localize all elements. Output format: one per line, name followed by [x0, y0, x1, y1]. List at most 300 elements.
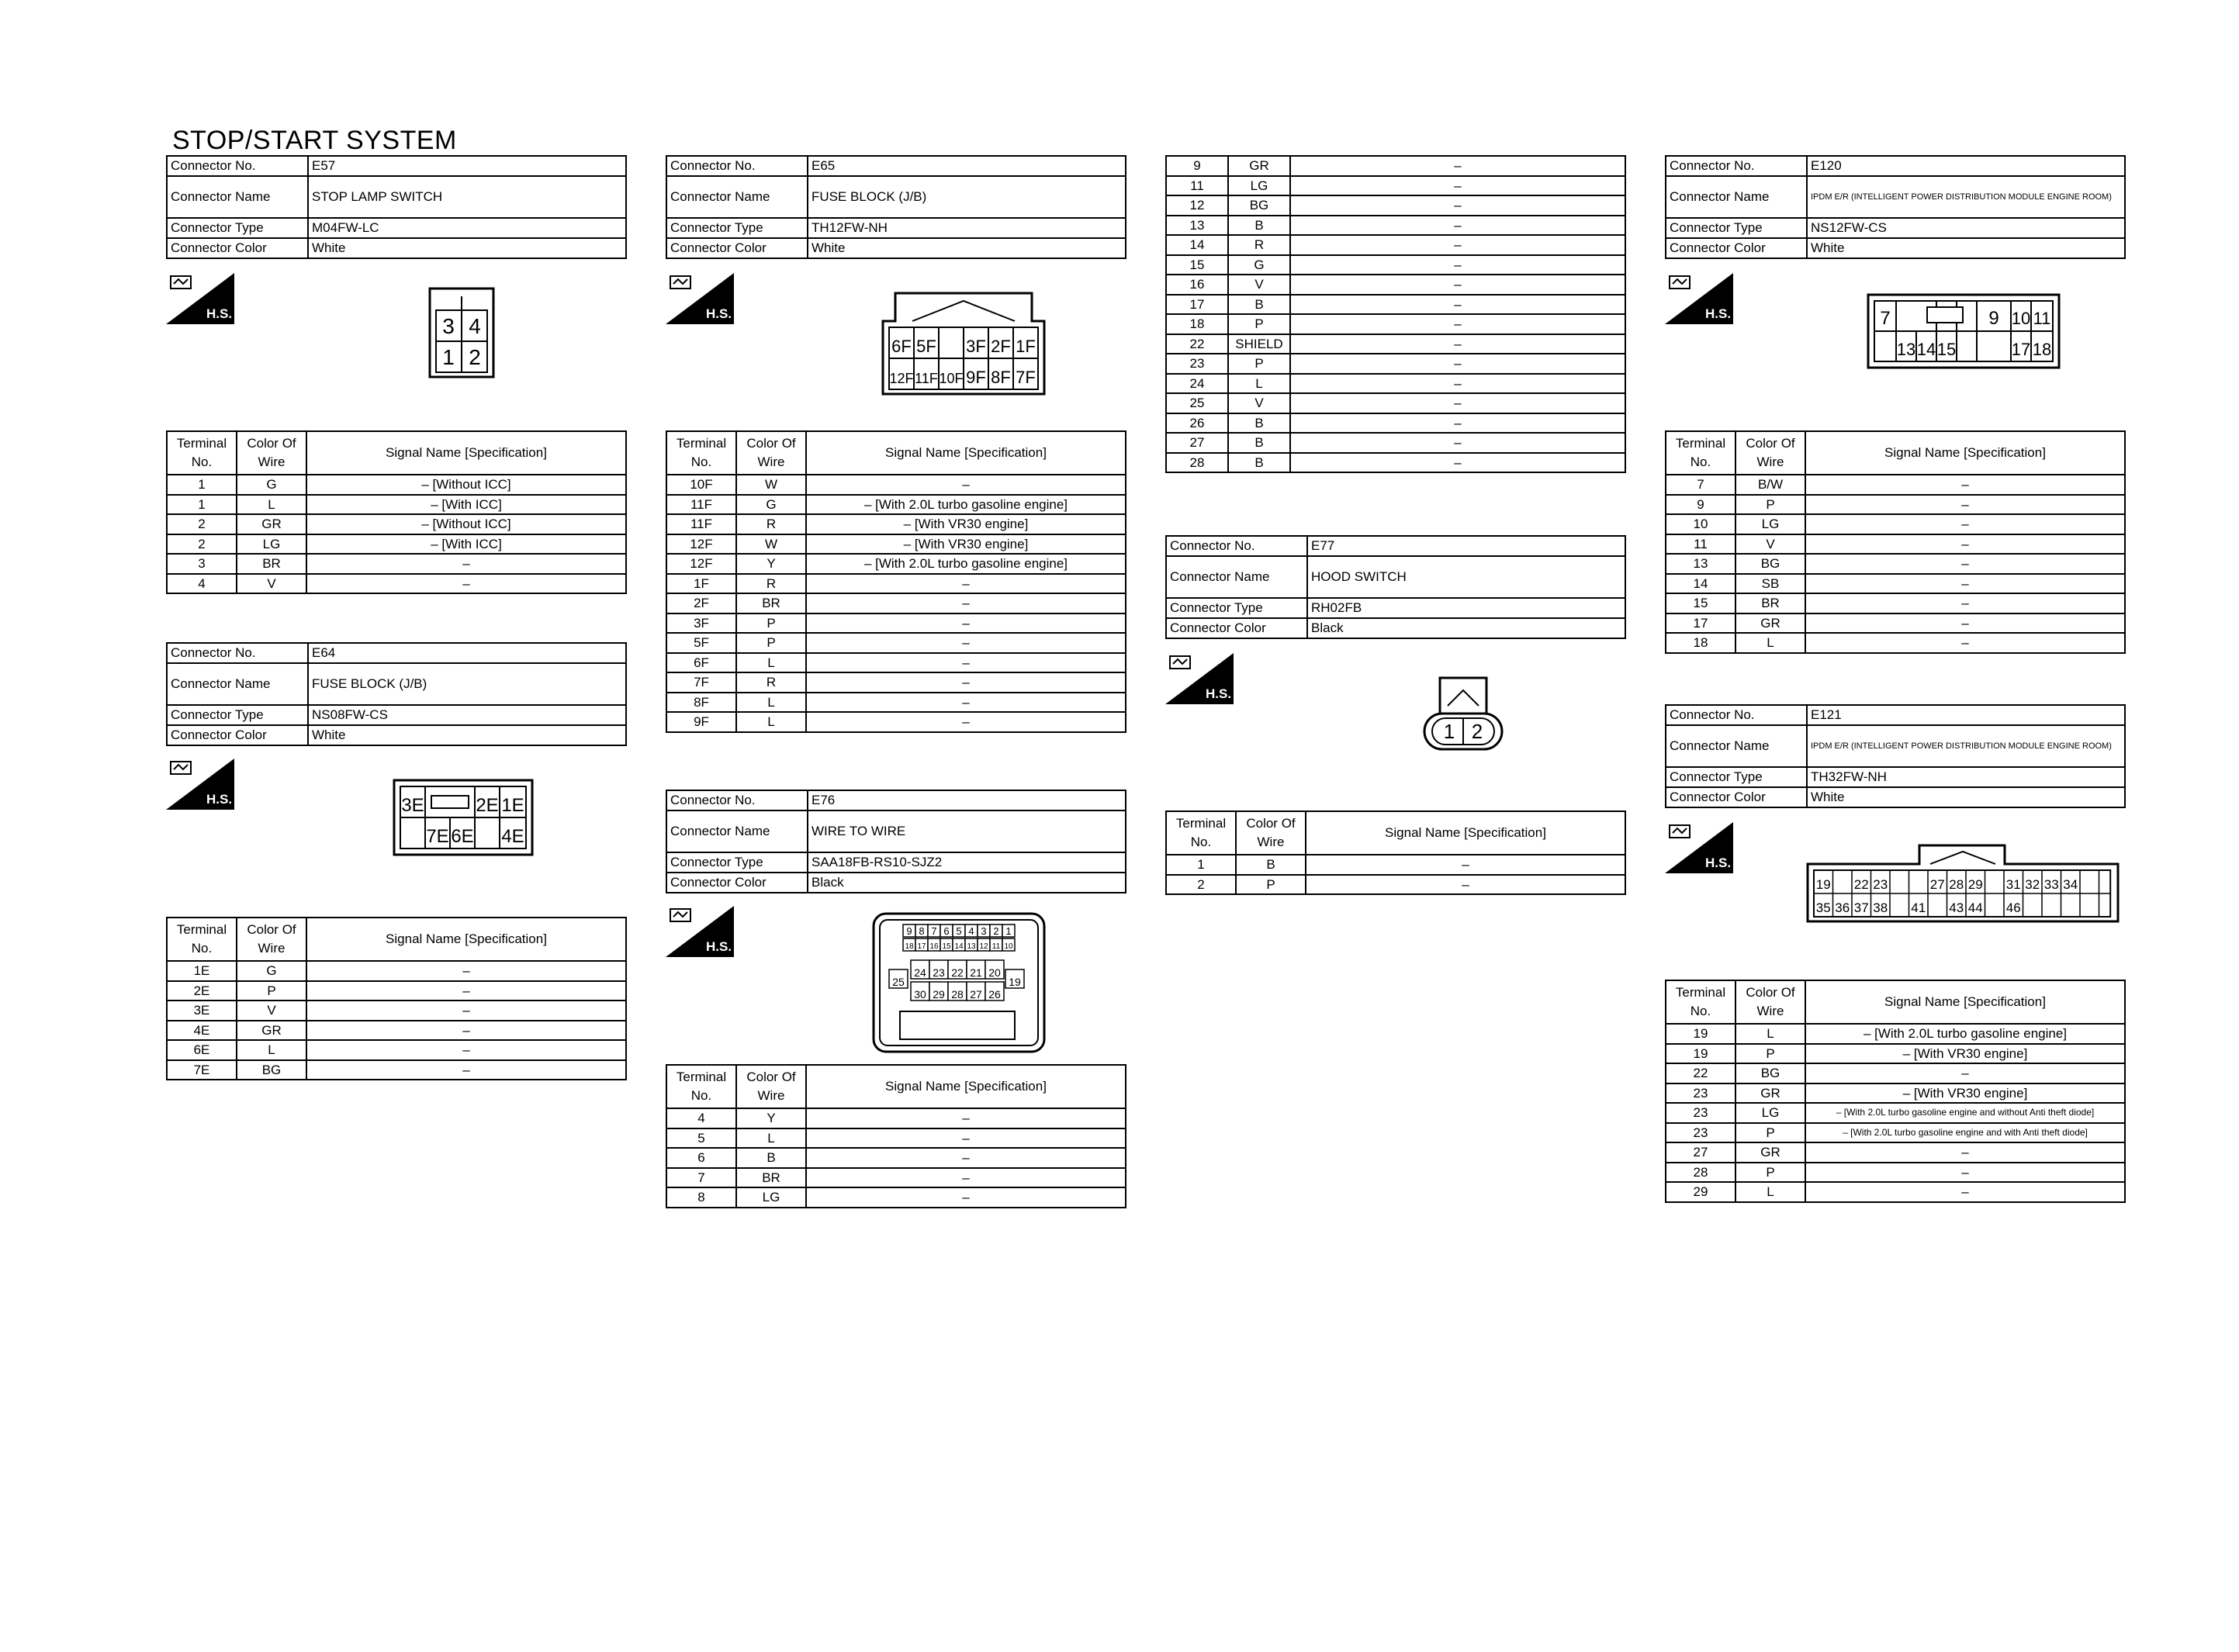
- pin-label: 15: [1936, 340, 1957, 359]
- terminal-row: [1666, 613, 2125, 634]
- terminal-row: [1166, 453, 1625, 473]
- terminal-row: [666, 554, 1126, 574]
- signal-name-cell: –: [806, 613, 1126, 634]
- connector-color-value: White: [308, 725, 626, 745]
- connector-no-value: E76: [808, 790, 1126, 810]
- label-connector-name: Connector Name: [167, 176, 308, 218]
- signal-name-cell: –: [1805, 1142, 2125, 1163]
- terminal-row: [1666, 1103, 2125, 1123]
- terminal-no-cell: 16: [1166, 275, 1228, 295]
- terminal-no-cell: 4E: [167, 1021, 237, 1041]
- terminal-row: [1166, 216, 1625, 236]
- connector-no-value: E120: [1807, 156, 2125, 176]
- terminal-table-e77: [1165, 810, 1626, 895]
- terminal-row: [666, 1128, 1126, 1149]
- pin-label: 19: [1009, 976, 1021, 988]
- terminal-no-cell: 27: [1166, 433, 1228, 453]
- terminal-row: [167, 475, 626, 495]
- wire-color-cell: B: [1228, 295, 1290, 315]
- pin-label: 29: [1967, 877, 1983, 892]
- connector-face-e121: [1806, 844, 2120, 923]
- wire-color-cell: BG: [1735, 554, 1805, 574]
- pin-label: 4: [968, 925, 974, 937]
- signal-name-cell: –: [806, 593, 1126, 613]
- label-connector-type: Connector Type: [666, 218, 808, 238]
- terminal-row: [1166, 235, 1625, 255]
- pin-label: 46: [2005, 900, 2021, 915]
- terminal-no-cell: 2F: [666, 593, 736, 613]
- signal-name-cell: – [With ICC]: [306, 534, 626, 555]
- label-connector-no: Connector No.: [666, 790, 808, 810]
- signal-name-cell: –: [806, 712, 1126, 732]
- wire-color-cell: R: [736, 574, 806, 594]
- terminal-no-cell: 17: [1166, 295, 1228, 315]
- label-connector-color: Connector Color: [666, 873, 808, 893]
- col-color-of-wire: Color Of Wire: [1735, 431, 1805, 475]
- pin-label: 2F: [991, 337, 1011, 356]
- wire-color-cell: GR: [237, 514, 306, 534]
- terminal-no-cell: 11F: [666, 514, 736, 534]
- wire-color-cell: B/W: [1735, 475, 1805, 495]
- terminal-no-cell: 23: [1666, 1103, 1735, 1123]
- label-connector-no: Connector No.: [167, 156, 308, 176]
- signal-name-cell: –: [1290, 195, 1625, 216]
- col-signal-name: Signal Name [Specification]: [306, 918, 626, 961]
- label-connector-no: Connector No.: [167, 643, 308, 663]
- terminal-row: [1666, 633, 2125, 653]
- signal-name-cell: – [With ICC]: [306, 495, 626, 515]
- connector-color-value: Black: [1307, 618, 1625, 638]
- connector-e121: [1665, 704, 2126, 808]
- terminal-row: [1666, 475, 2125, 495]
- pin-label: 8: [919, 925, 925, 937]
- connector-color-value: White: [808, 238, 1126, 258]
- connector-color-value: Black: [808, 873, 1126, 893]
- pin-label: 38: [1873, 900, 1888, 915]
- wire-color-cell: LG: [1735, 1103, 1805, 1123]
- wire-color-cell: W: [736, 475, 806, 495]
- terminal-row: [1166, 393, 1625, 413]
- harness-side-icon: [1165, 653, 1234, 706]
- terminal-row: [1166, 433, 1625, 453]
- pin-label: 7: [1880, 308, 1891, 329]
- terminal-no-cell: 29: [1666, 1182, 1735, 1202]
- pin-label: 12: [979, 942, 988, 951]
- pin-label: 36: [1835, 900, 1850, 915]
- pin-label: 17: [917, 942, 926, 951]
- connector-type-value: NS08FW-CS: [308, 705, 626, 725]
- signal-name-cell: –: [306, 1001, 626, 1021]
- col-color-of-wire: Color Of Wire: [237, 918, 306, 961]
- wire-color-cell: BG: [1228, 195, 1290, 216]
- hs-label: H.S.: [206, 306, 233, 321]
- terminal-table-e76-continued: [1165, 155, 1626, 473]
- wire-color-cell: R: [1228, 235, 1290, 255]
- connector-info-table: [666, 790, 1126, 893]
- terminal-row: [1166, 156, 1625, 176]
- terminal-row: [1666, 534, 2125, 555]
- pin-label: 44: [1967, 900, 1983, 915]
- label-connector-name: Connector Name: [1666, 176, 1807, 218]
- wire-color-cell: P: [1735, 495, 1805, 515]
- signal-name-cell: –: [1290, 156, 1625, 176]
- terminal-row: [167, 981, 626, 1001]
- terminal-no-cell: 13: [1166, 216, 1228, 236]
- terminal-row: [666, 613, 1126, 634]
- terminal-no-cell: 4: [167, 574, 237, 594]
- signal-name-cell: – [With 2.0L turbo gasoline engine and without Anti theft diode]: [1805, 1103, 2125, 1123]
- pin-label: 6: [943, 925, 950, 937]
- terminal-no-cell: 28: [1166, 453, 1228, 473]
- pin-label: 2: [993, 925, 999, 937]
- terminal-no-cell: 2: [1166, 875, 1236, 895]
- pin-label: 7: [931, 925, 937, 937]
- col-signal-name: Signal Name [Specification]: [806, 1065, 1126, 1108]
- pin-label: 20: [988, 966, 1001, 979]
- signal-name-cell: –: [1290, 354, 1625, 374]
- signal-name-cell: –: [1805, 613, 2125, 634]
- connector-no-value: E64: [308, 643, 626, 663]
- terminal-no-cell: 26: [1166, 413, 1228, 434]
- terminal-row: [167, 1021, 626, 1041]
- connector-no-value: E121: [1807, 705, 2125, 725]
- wire-color-cell: V: [237, 574, 306, 594]
- label-connector-color: Connector Color: [1666, 238, 1807, 258]
- col-terminal-no: Terminal No.: [666, 1065, 736, 1108]
- signal-name-cell: –: [1306, 875, 1625, 895]
- wire-color-cell: P: [736, 613, 806, 634]
- signal-name-cell: – [With VR30 engine]: [806, 514, 1126, 534]
- wire-color-cell: V: [1735, 534, 1805, 555]
- terminal-no-cell: 10F: [666, 475, 736, 495]
- col-terminal-no: Terminal No.: [1666, 431, 1735, 475]
- connector-type-value: M04FW-LC: [308, 218, 626, 238]
- signal-name-cell: –: [806, 475, 1126, 495]
- terminal-no-cell: 9: [1166, 156, 1228, 176]
- wire-color-cell: L: [736, 1128, 806, 1149]
- connector-name-value: IPDM E/R (INTELLIGENT POWER DISTRIBUTION MODULE ENGINE ROOM): [1807, 176, 2125, 218]
- terminal-no-cell: 7F: [666, 672, 736, 693]
- terminal-no-cell: 12F: [666, 554, 736, 574]
- connector-no-value: E65: [808, 156, 1126, 176]
- terminal-no-cell: 6E: [167, 1040, 237, 1060]
- connector-type-value: RH02FB: [1307, 598, 1625, 618]
- wire-color-cell: BR: [237, 554, 306, 574]
- terminal-row: [167, 514, 626, 534]
- pin-label: 6F: [891, 337, 912, 356]
- pin-label: 14: [1916, 340, 1936, 359]
- signal-name-cell: –: [1805, 534, 2125, 555]
- pin-label: 10F: [939, 371, 964, 386]
- signal-name-cell: –: [306, 1040, 626, 1060]
- label-connector-type: Connector Type: [1166, 598, 1307, 618]
- pin-label: 3F: [966, 337, 986, 356]
- terminal-row: [1166, 413, 1625, 434]
- pin-label: 21: [970, 966, 982, 979]
- pin-label: 37: [1853, 900, 1869, 915]
- terminal-no-cell: 5F: [666, 633, 736, 653]
- wire-color-cell: L: [1735, 633, 1805, 653]
- wire-color-cell: L: [1228, 374, 1290, 394]
- connector-info-table: [1165, 535, 1626, 639]
- wire-color-cell: B: [1228, 216, 1290, 236]
- terminal-no-cell: 3E: [167, 1001, 237, 1021]
- pin-label: 28: [951, 988, 964, 1001]
- terminal-no-cell: 10: [1666, 514, 1735, 534]
- wire-color-cell: G: [237, 475, 306, 495]
- pin-label: 4: [469, 314, 481, 338]
- col-terminal-no: Terminal No.: [1666, 980, 1735, 1024]
- pin-label: 9F: [966, 368, 986, 387]
- signal-name-cell: – [With 2.0L turbo gasoline engine]: [806, 554, 1126, 574]
- terminal-row: [666, 1108, 1126, 1128]
- label-connector-name: Connector Name: [666, 810, 808, 852]
- connector-color-value: White: [1807, 238, 2125, 258]
- pin-label: 1: [1005, 925, 1012, 937]
- connector-e120: [1665, 155, 2126, 259]
- terminal-no-cell: 3F: [666, 613, 736, 634]
- signal-name-cell: –: [1805, 475, 2125, 495]
- label-connector-color: Connector Color: [167, 725, 308, 745]
- terminal-no-cell: 1: [167, 475, 237, 495]
- terminal-row: [1666, 1063, 2125, 1083]
- terminal-row: [1666, 1083, 2125, 1104]
- connector-info-table: [666, 155, 1126, 259]
- label-connector-type: Connector Type: [1666, 767, 1807, 787]
- pin-label: 28: [1949, 877, 1964, 892]
- terminal-row: [666, 495, 1126, 515]
- col-color-of-wire: Color Of Wire: [237, 431, 306, 475]
- wire-color-cell: P: [1735, 1044, 1805, 1064]
- signal-name-cell: –: [306, 1021, 626, 1041]
- label-connector-type: Connector Type: [1666, 218, 1807, 238]
- label-connector-name: Connector Name: [666, 176, 808, 218]
- terminal-table-e64: [166, 917, 627, 1080]
- terminal-no-cell: 1: [1166, 855, 1236, 875]
- pin-label: 35: [1815, 900, 1831, 915]
- terminal-no-cell: 22: [1166, 334, 1228, 354]
- signal-name-cell: –: [1805, 1163, 2125, 1183]
- terminal-row: [666, 672, 1126, 693]
- pin-label: 7E: [426, 826, 449, 847]
- signal-name-cell: –: [806, 1168, 1126, 1188]
- terminal-row: [167, 554, 626, 574]
- pin-label: 12F: [889, 371, 914, 386]
- signal-name-cell: –: [1805, 1182, 2125, 1202]
- terminal-no-cell: 12: [1166, 195, 1228, 216]
- terminal-row: [167, 1060, 626, 1080]
- pin-label: 23: [933, 966, 945, 979]
- wire-color-cell: GR: [1735, 613, 1805, 634]
- terminal-no-cell: 27: [1666, 1142, 1735, 1163]
- terminal-no-cell: 13: [1666, 554, 1735, 574]
- wire-color-cell: LG: [237, 534, 306, 555]
- pin-label: 3: [442, 314, 455, 338]
- pin-label: 1: [442, 345, 455, 369]
- signal-name-cell: –: [1805, 495, 2125, 515]
- wire-color-cell: Y: [736, 554, 806, 574]
- terminal-no-cell: 6: [666, 1148, 736, 1168]
- signal-name-cell: –: [806, 693, 1126, 713]
- terminal-no-cell: 19: [1666, 1044, 1735, 1064]
- terminal-row: [167, 961, 626, 981]
- connector-name-value: FUSE BLOCK (J/B): [308, 663, 626, 705]
- signal-name-cell: –: [1290, 235, 1625, 255]
- pin-label: 26: [988, 988, 1001, 1001]
- pin-label: 9: [906, 925, 912, 937]
- hs-label: H.S.: [206, 792, 233, 807]
- pin-label: 33: [2043, 877, 2059, 892]
- terminal-no-cell: 2E: [167, 981, 237, 1001]
- connector-name-value: IPDM E/R (INTELLIGENT POWER DISTRIBUTION MODULE ENGINE ROOM): [1807, 725, 2125, 767]
- col-terminal-no: Terminal No.: [666, 431, 736, 475]
- label-connector-type: Connector Type: [167, 218, 308, 238]
- pin-label: 16: [929, 942, 939, 951]
- pin-label: 23: [1873, 877, 1888, 892]
- wire-color-cell: B: [736, 1148, 806, 1168]
- signal-name-cell: –: [1805, 554, 2125, 574]
- wire-color-cell: G: [736, 495, 806, 515]
- terminal-no-cell: 11F: [666, 495, 736, 515]
- terminal-row: [1166, 275, 1625, 295]
- terminal-row: [666, 1187, 1126, 1208]
- terminal-row: [1666, 554, 2125, 574]
- harness-side-icon: [166, 273, 234, 326]
- col-signal-name: Signal Name [Specification]: [806, 431, 1126, 475]
- terminal-no-cell: 24: [1166, 374, 1228, 394]
- terminal-row: [666, 653, 1126, 673]
- terminal-table-e76: [666, 1064, 1126, 1208]
- pin-label: 22: [1853, 877, 1869, 892]
- pin-label: 22: [951, 966, 964, 979]
- pin-label: 17: [2011, 340, 2031, 359]
- pin-label: 15: [942, 942, 951, 951]
- wire-color-cell: P: [237, 981, 306, 1001]
- connector-face-e64: [393, 779, 534, 856]
- pin-label: 41: [1911, 900, 1926, 915]
- wire-color-cell: P: [1236, 875, 1306, 895]
- pin-label: 27: [970, 988, 982, 1001]
- terminal-no-cell: 23: [1666, 1123, 1735, 1143]
- label-connector-name: Connector Name: [1666, 725, 1807, 767]
- wire-color-cell: P: [736, 633, 806, 653]
- terminal-no-cell: 9: [1666, 495, 1735, 515]
- wire-color-cell: P: [1735, 1163, 1805, 1183]
- terminal-row: [666, 534, 1126, 555]
- label-connector-no: Connector No.: [1666, 705, 1807, 725]
- terminal-row: [1666, 1182, 2125, 1202]
- wire-color-cell: L: [736, 712, 806, 732]
- wire-color-cell: BG: [1735, 1063, 1805, 1083]
- terminal-row: [167, 495, 626, 515]
- hs-label: H.S.: [1705, 855, 1732, 870]
- terminal-row: [1166, 855, 1625, 875]
- terminal-row: [1166, 314, 1625, 334]
- hs-label: H.S.: [1705, 306, 1732, 321]
- col-color-of-wire: Color Of Wire: [1236, 811, 1306, 855]
- wire-color-cell: L: [237, 1040, 306, 1060]
- signal-name-cell: – [With VR30 engine]: [1805, 1044, 2125, 1064]
- terminal-no-cell: 17: [1666, 613, 1735, 634]
- terminal-row: [1166, 875, 1625, 895]
- pin-label: 32: [2025, 877, 2040, 892]
- terminal-row: [666, 475, 1126, 495]
- col-signal-name: Signal Name [Specification]: [1805, 431, 2125, 475]
- terminal-row: [1166, 354, 1625, 374]
- terminal-no-cell: 1F: [666, 574, 736, 594]
- pin-label: 29: [933, 988, 945, 1001]
- connector-face-e120: [1867, 293, 2061, 369]
- label-connector-type: Connector Type: [167, 705, 308, 725]
- signal-name-cell: – [With VR30 engine]: [1805, 1083, 2125, 1104]
- connector-info-table: [1665, 704, 2126, 808]
- signal-name-cell: –: [1805, 1063, 2125, 1083]
- terminal-no-cell: 14: [1166, 235, 1228, 255]
- pin-label: 8F: [991, 368, 1011, 387]
- terminal-row: [167, 574, 626, 594]
- terminal-no-cell: 23: [1666, 1083, 1735, 1104]
- signal-name-cell: – [With 2.0L turbo gasoline engine]: [1805, 1024, 2125, 1044]
- harness-side-icon: [666, 906, 734, 959]
- terminal-row: [1666, 1163, 2125, 1183]
- pin-label: 13: [967, 942, 976, 951]
- terminal-table-e120: [1665, 430, 2126, 654]
- label-connector-name: Connector Name: [167, 663, 308, 705]
- wire-color-cell: L: [1735, 1024, 1805, 1044]
- pin-label: 11: [991, 942, 1001, 951]
- connector-info-table: [166, 155, 627, 259]
- page-title: STOP/START SYSTEM: [172, 126, 457, 155]
- signal-name-cell: –: [806, 1187, 1126, 1208]
- col-color-of-wire: Color Of Wire: [1735, 980, 1805, 1024]
- terminal-table-e121: [1665, 980, 2126, 1203]
- pin-label: 3E: [401, 795, 424, 816]
- wire-color-cell: Y: [736, 1108, 806, 1128]
- terminal-row: [666, 514, 1126, 534]
- terminal-row: [1166, 176, 1625, 196]
- terminal-row: [666, 693, 1126, 713]
- terminal-no-cell: 1E: [167, 961, 237, 981]
- label-connector-color: Connector Color: [666, 238, 808, 258]
- terminal-no-cell: 14: [1666, 574, 1735, 594]
- terminal-table-e57: [166, 430, 627, 594]
- connector-face-e77: [1423, 675, 1504, 752]
- wire-color-cell: L: [1735, 1182, 1805, 1202]
- signal-name-cell: –: [1805, 574, 2125, 594]
- connector-name-value: HOOD SWITCH: [1307, 556, 1625, 598]
- pin-label: 4E: [501, 826, 524, 847]
- terminal-row: [666, 593, 1126, 613]
- terminal-row: [1666, 1123, 2125, 1143]
- wire-color-cell: GR: [1735, 1142, 1805, 1163]
- signal-name-cell: –: [1290, 374, 1625, 394]
- connector-no-value: E57: [308, 156, 626, 176]
- label-connector-no: Connector No.: [1666, 156, 1807, 176]
- connector-face-e57: [428, 287, 495, 378]
- wire-color-cell: B: [1228, 433, 1290, 453]
- wire-color-cell: P: [1228, 354, 1290, 374]
- terminal-no-cell: 5: [666, 1128, 736, 1149]
- signal-name-cell: –: [1290, 413, 1625, 434]
- terminal-no-cell: 7: [1666, 475, 1735, 495]
- pin-label: 5F: [916, 337, 936, 356]
- terminal-no-cell: 2: [167, 514, 237, 534]
- signal-name-cell: –: [806, 633, 1126, 653]
- harness-side-icon: [166, 759, 234, 811]
- terminal-row: [1666, 495, 2125, 515]
- terminal-row: [1166, 255, 1625, 275]
- terminal-no-cell: 15: [1166, 255, 1228, 275]
